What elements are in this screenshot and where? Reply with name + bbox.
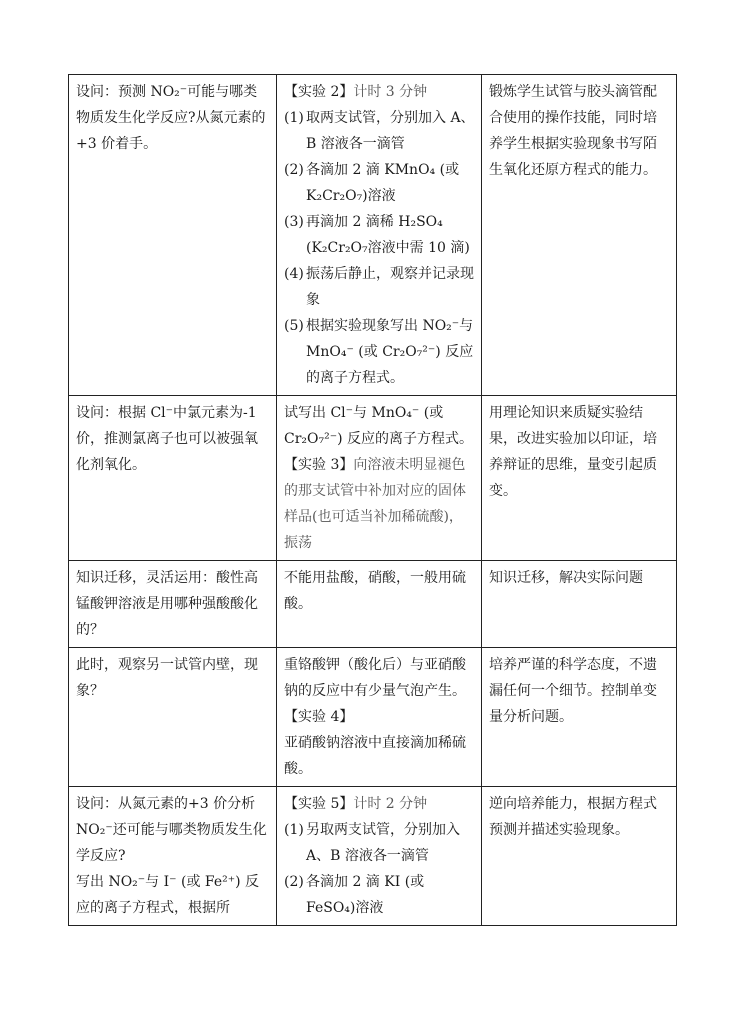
question-cell [69, 75, 277, 396]
cell-text: 向溶液未明显褪色的那支试管中补加对应的固体样品(也可适当补加稀硫酸)，振荡 [284, 457, 466, 551]
experiment-cell [277, 396, 482, 561]
purpose-cell [482, 75, 677, 396]
experiment-cell [277, 787, 482, 926]
question-cell [69, 561, 277, 648]
cell-text: 知识迁移，解决实际问题 [489, 570, 643, 586]
cell-text: 用理论知识来质疑实验结果，改进实验加以印证，培养辩证的思维，量变引起质变。 [489, 405, 657, 499]
experiment-step: (2) 各滴加 2 滴 KMnO₄ (或 K₂Cr₂O₇)溶液 [284, 162, 460, 204]
experiment-step: (5) 根据实验现象写出 NO₂⁻与 MnO₄⁻ (或 Cr₂O₇²⁻) 反应的离子方程式。 [284, 318, 474, 386]
purpose-cell [482, 561, 677, 648]
cell-text: 试写出 Cl⁻与 MnO₄⁻ (或 Cr₂O₇²⁻) 反应的离子方程式。 [284, 405, 474, 447]
experiment-cell [277, 75, 482, 396]
experiment-heading: 【实验 2】计时 3 分钟 [284, 84, 428, 100]
experiment-step: (1) 取两支试管，分别加入 A、B 溶液各一滴管 [284, 110, 475, 152]
experiment-heading: 【实验 3】 [284, 457, 354, 473]
experiment-cell [277, 648, 482, 787]
lesson-plan-table [68, 74, 677, 926]
question-cell [69, 787, 277, 926]
cell-text: 设问：预测 NO₂⁻可能与哪类物质发生化学反应?从氮元素的+3 价着手。 [76, 84, 266, 152]
question-cell [69, 648, 277, 787]
experiment-step: (4) 振荡后静止，观察并记录现象 [284, 266, 474, 308]
cell-text: 不能用盐酸，硝酸，一般用硫酸。 [284, 570, 466, 612]
question-cell [69, 396, 277, 561]
purpose-cell [482, 396, 677, 561]
cell-text: 逆向培养能力，根据方程式预测并描述实验现象。 [489, 796, 657, 838]
cell-text: 培养严谨的科学态度，不遗漏任何一个细节。控制单变量分析问题。 [489, 657, 657, 725]
table-row [69, 561, 677, 648]
cell-text: 设问：从氮元素的+3 价分析 NO₂⁻还可能与哪类物质发生化学反应? [76, 796, 267, 864]
table-row [69, 648, 677, 787]
cell-text: 重铬酸钾（酸化后）与亚硝酸钠的反应中有少量气泡产生。 [284, 657, 466, 699]
experiment-heading: 【实验 4】 [284, 709, 354, 725]
cell-text: 设问：根据 Cl⁻中氯元素为-1 价，推测氯离子也可以被强氧化剂氧化。 [76, 405, 258, 473]
cell-text: 写出 NO₂⁻与 I⁻ (或 Fe²⁺) 反应的离子方程式，根据所 [76, 874, 260, 916]
experiment-step: (3) 再滴加 2 滴稀 H₂SO₄ (K₂Cr₂O₇溶液中需 10 滴) [284, 214, 470, 256]
table-row [69, 787, 677, 926]
cell-text: 亚硝酸钠溶液中直接滴加稀硫酸。 [284, 735, 466, 777]
purpose-cell [482, 648, 677, 787]
experiment-heading: 【实验 5】计时 2 分钟 [284, 796, 428, 812]
cell-text: 锻炼学生试管与胶头滴管配合使用的操作技能，同时培养学生根据实验现象书写陌生氧化还原方程式的能力。 [489, 84, 657, 178]
cell-text: 知识迁移，灵活运用：酸性高锰酸钾溶液是用哪种强酸酸化的？ [76, 570, 258, 638]
experiment-step: (2) 各滴加 2 滴 KI (或 FeSO₄)溶液 [284, 874, 425, 916]
table-row [69, 75, 677, 396]
cell-text: 此时，观察另一试管内壁，现象？ [76, 657, 258, 699]
table-row [69, 396, 677, 561]
experiment-cell [277, 561, 482, 648]
experiment-step: (1) 另取两支试管，分别加入 A、B 溶液各一滴管 [284, 822, 460, 864]
purpose-cell [482, 787, 677, 926]
